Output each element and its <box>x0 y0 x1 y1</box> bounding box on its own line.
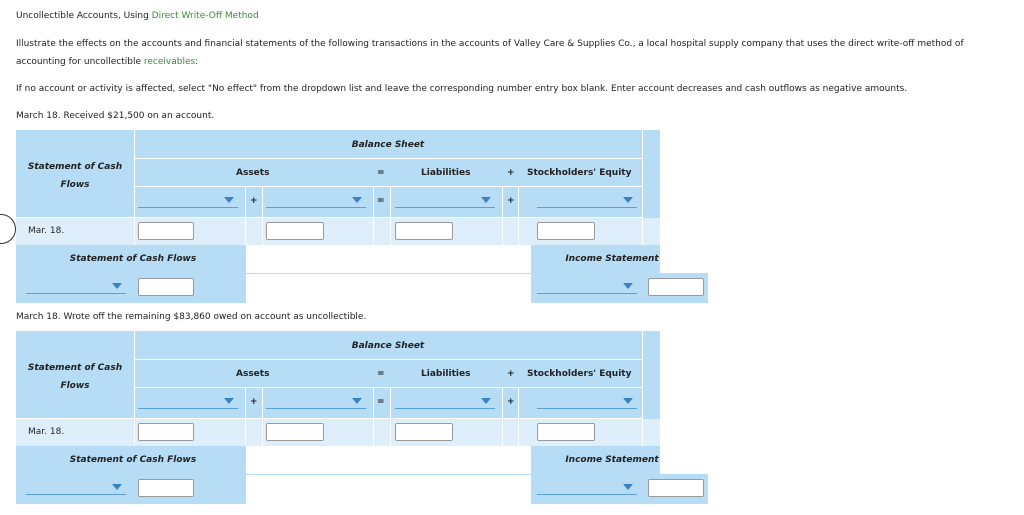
assets-header: Assets <box>236 369 270 379</box>
balance-sheet-header: Balance Sheet <box>351 341 425 351</box>
equity-account-dropdown[interactable] <box>537 194 637 208</box>
chevron-down-icon <box>112 484 122 490</box>
income-statement-amount-input[interactable] <box>648 278 704 296</box>
intro-line-2: accounting for uncollectible receivables: <box>16 57 199 67</box>
scf-activity-dropdown[interactable] <box>26 280 126 294</box>
transaction-2-table <box>16 331 660 504</box>
transaction-1-description: March 18. Received $21,500 on an account. <box>16 111 215 121</box>
plus-sign: + <box>250 196 258 206</box>
assets-amount-input[interactable] <box>266 423 324 441</box>
equals-header: = <box>377 369 385 379</box>
liabilities-amount-input[interactable] <box>395 423 453 441</box>
method-link[interactable]: Direct Write-Off Method <box>151 11 259 21</box>
plus-sign: + <box>250 397 258 407</box>
plus-header: + <box>507 369 515 379</box>
cash-flows-header: Statement of Cash Flows <box>27 162 123 190</box>
intro-line-1: Illustrate the effects on the accounts and financial statements of the following transactions in the accounts of Valley Care & Supplies Co., a local hospital supply company that uses the direct write-off method of <box>16 39 964 49</box>
scf-activity-dropdown[interactable] <box>26 481 126 495</box>
liabilities-account-dropdown[interactable] <box>395 194 495 208</box>
plus-header: + <box>507 168 515 178</box>
instructions: If no account or activity is affected, select "No effect" from the dropdown list and leave the corresponding number entry box blank. Enter account decreases and cash outflows as negative amounts. <box>16 84 908 94</box>
liabilities-header: Liabilities <box>421 168 471 178</box>
balance-sheet-header: Balance Sheet <box>351 140 425 150</box>
side-circle-icon <box>0 214 16 244</box>
scf-amount-input[interactable] <box>138 479 194 497</box>
receivables-link[interactable]: receivables <box>143 57 196 67</box>
page-title: Uncollectible Accounts, Using Direct Write-Off Method <box>16 11 259 21</box>
plus-sign-2: + <box>507 196 515 206</box>
transaction-1-table <box>16 130 660 303</box>
chevron-down-icon <box>224 398 234 404</box>
assets-account-dropdown[interactable] <box>138 395 238 409</box>
equity-header: Stockholders' Equity <box>527 168 632 178</box>
chevron-down-icon <box>623 398 633 404</box>
date-label: Mar. 18. <box>28 427 65 437</box>
cash-flows-amount-input[interactable] <box>138 222 194 240</box>
income-statement-dropdown[interactable] <box>537 481 637 495</box>
scf-amount-input[interactable] <box>138 278 194 296</box>
equals-header: = <box>377 168 385 178</box>
chevron-down-icon <box>623 283 633 289</box>
assets-header: Assets <box>236 168 270 178</box>
scf-label: Statement of Cash Flows <box>69 455 197 465</box>
equity-amount-input[interactable] <box>537 222 595 240</box>
cash-flows-header: Statement of Cash Flows <box>27 363 123 391</box>
liabilities-amount-input[interactable] <box>395 222 453 240</box>
income-statement-label: Income Statement <box>565 254 659 264</box>
chevron-down-icon <box>112 283 122 289</box>
liabilities-header: Liabilities <box>421 369 471 379</box>
equals-sign: = <box>377 397 385 407</box>
equity-amount-input[interactable] <box>537 423 595 441</box>
assets-amount-input[interactable] <box>266 222 324 240</box>
equity-header: Stockholders' Equity <box>527 369 632 379</box>
income-statement-dropdown[interactable] <box>537 280 637 294</box>
income-statement-amount-input[interactable] <box>648 479 704 497</box>
cash-flows-amount-input[interactable] <box>138 423 194 441</box>
assets-account-dropdown-2[interactable] <box>266 194 366 208</box>
transaction-2-description: March 18. Wrote off the remaining $83,860 owed on account as uncollectible. <box>16 312 367 322</box>
assets-account-dropdown-2[interactable] <box>266 395 366 409</box>
date-label: Mar. 18. <box>28 226 65 236</box>
equity-account-dropdown[interactable] <box>537 395 637 409</box>
income-statement-label: Income Statement <box>565 455 659 465</box>
chevron-down-icon <box>623 484 633 490</box>
chevron-down-icon <box>623 197 633 203</box>
scf-label: Statement of Cash Flows <box>69 254 197 264</box>
chevron-down-icon <box>224 197 234 203</box>
chevron-down-icon <box>481 398 491 404</box>
plus-sign-2: + <box>507 397 515 407</box>
chevron-down-icon <box>481 197 491 203</box>
assets-account-dropdown[interactable] <box>138 194 238 208</box>
liabilities-account-dropdown[interactable] <box>395 395 495 409</box>
equals-sign: = <box>377 196 385 206</box>
chevron-down-icon <box>352 197 362 203</box>
chevron-down-icon <box>352 398 362 404</box>
